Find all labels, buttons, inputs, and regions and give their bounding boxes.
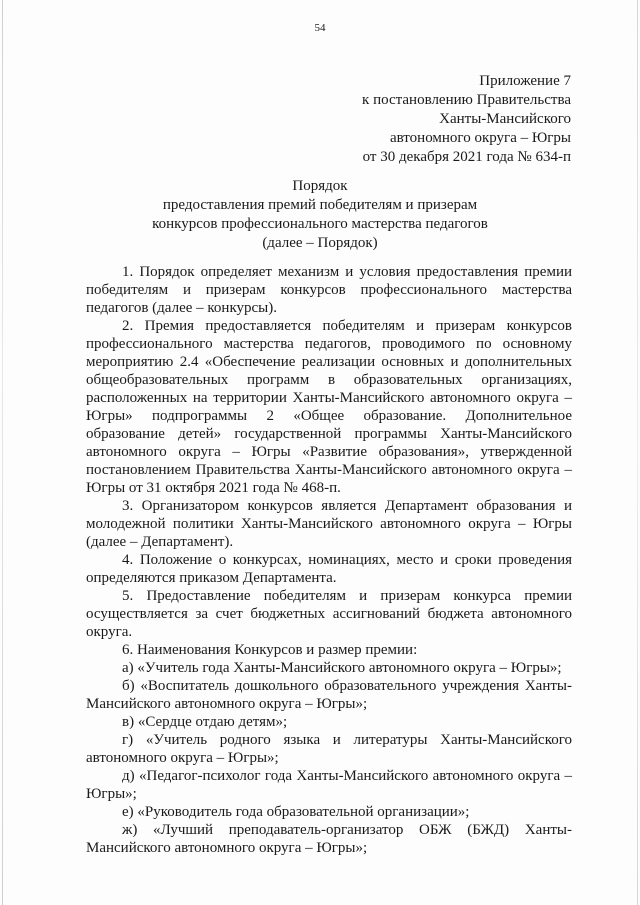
document-body bbox=[86, 263, 572, 857]
paragraph-5: 5. Предоставление победителям и призерам конкурса премии осуществляется за счет бюджетных ассигнований бюджета автономного округа. bbox=[86, 588, 572, 640]
list-item-e: е) «Руководитель года образовательной организации»; bbox=[122, 804, 470, 820]
title-line: предоставления премий победителям и призерам bbox=[162, 197, 478, 213]
list-item-d: д) «Педагог-психолог года Ханты-Мансийского автономного округа – Югры»; bbox=[86, 768, 572, 802]
list-item-a: а) «Учитель года Ханты-Мансийского автономного округа – Югры»; bbox=[122, 660, 562, 676]
paragraph-2: 2. Премия предоставляется победителям и призерам конкурсов профессионального мастерства педагогов, проводимого по основному мероприятию 2.4 «Обеспечение реализации основных и дополнительных общеобразовательных программ в образовательных организациях, расположенных на территории Ханты-Мансийского автономного округа – Югры» подпрограммы 2 «Общее образование. Дополнительное образование детей» государственной программы Ханты-Мансийского автономного округа – Югры «Развитие образования», утвержденной постановлением Правительства Ханты-Мансийского автономного округа – Югры от 31 октября 2021 года № 468-п. bbox=[86, 318, 572, 496]
appendix-header bbox=[362, 72, 571, 167]
list-item-zh: ж) «Лучший преподаватель-организатор ОБЖ (БЖД) Ханты-Мансийского автономного округа – Югры»; bbox=[86, 822, 572, 856]
page-number: 54 bbox=[314, 22, 326, 34]
appendix-line: к постановлению Правительства bbox=[362, 92, 571, 108]
appendix-line: Приложение 7 bbox=[479, 73, 571, 89]
appendix-line: от 30 декабря 2021 года № 634-п bbox=[362, 149, 571, 165]
appendix-line: Ханты-Мансийского bbox=[439, 111, 571, 127]
document-title bbox=[0, 177, 640, 253]
paragraph-4: 4. Положение о конкурсах, номинациях, место и сроки проведения определяются приказом Департамента. bbox=[86, 552, 572, 586]
paragraph-6: 6. Наименования Конкурсов и размер премии: bbox=[122, 642, 418, 658]
list-item-v: в) «Сердце отдаю детям»; bbox=[122, 714, 288, 730]
title-line: Порядок bbox=[292, 178, 348, 194]
scan-edge-left bbox=[2, 0, 3, 905]
title-line: (далее – Порядок) bbox=[262, 235, 378, 251]
scan-edge-right bbox=[637, 0, 638, 905]
list-item-b: б) «Воспитатель дошкольного образовательного учреждения Ханты-Мансийского автономного округа – Югры»; bbox=[86, 678, 572, 712]
appendix-line: автономного округа – Югры bbox=[389, 130, 571, 146]
paragraph-3: 3. Организатором конкурсов является Департамент образования и молодежной политики Ханты-Мансийского автономного округа – Югры (далее – Департамент). bbox=[86, 498, 572, 550]
list-item-g: г) «Учитель родного языка и литературы Ханты-Мансийского автономного округа – Югры»; bbox=[86, 732, 572, 766]
paragraph-1: 1. Порядок определяет механизм и условия предоставления премии победителям и призерам конкурсов профессионального мастерства педагогов (далее – конкурсы). bbox=[86, 264, 572, 316]
title-line: конкурсов профессионального мастерства педагогов bbox=[152, 216, 488, 232]
